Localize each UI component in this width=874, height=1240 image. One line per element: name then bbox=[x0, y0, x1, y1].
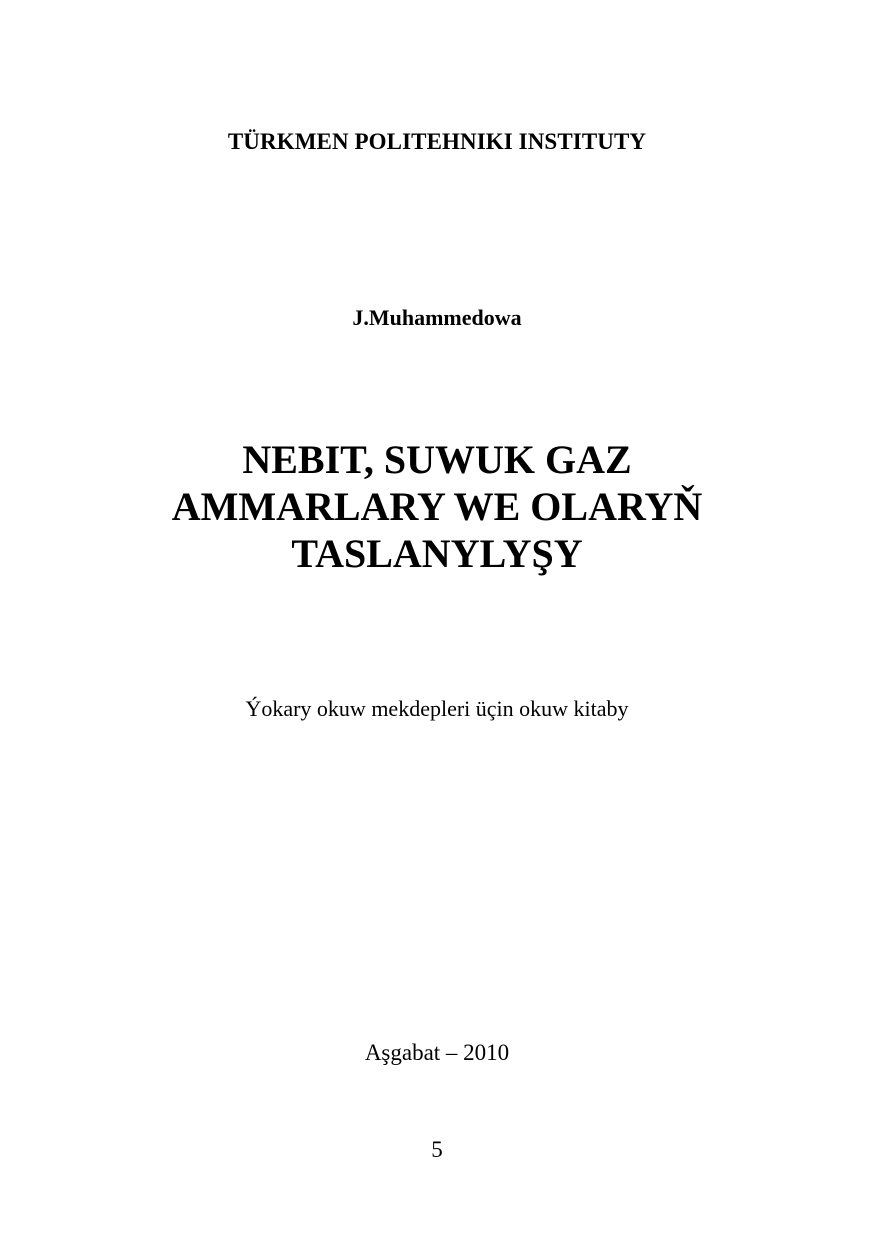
book-subtitle: Ýokary okuw mekdepleri üçin okuw kitaby bbox=[245, 696, 629, 721]
book-title-line: AMMARLARY WE OLARYŇ bbox=[171, 484, 703, 529]
author-name: J.Muhammedowa bbox=[352, 305, 522, 330]
book-title bbox=[0, 436, 874, 577]
book-title-line: TASLANYLYŞY bbox=[291, 531, 583, 576]
page-number: 5 bbox=[431, 1137, 443, 1162]
book-title-line: NEBIT, SUWUK GAZ bbox=[242, 437, 632, 482]
institute-name: TÜRKMEN POLITEHNIKI INSTITUTY bbox=[227, 129, 647, 154]
place-and-year: Aşgabat – 2010 bbox=[364, 1040, 510, 1065]
